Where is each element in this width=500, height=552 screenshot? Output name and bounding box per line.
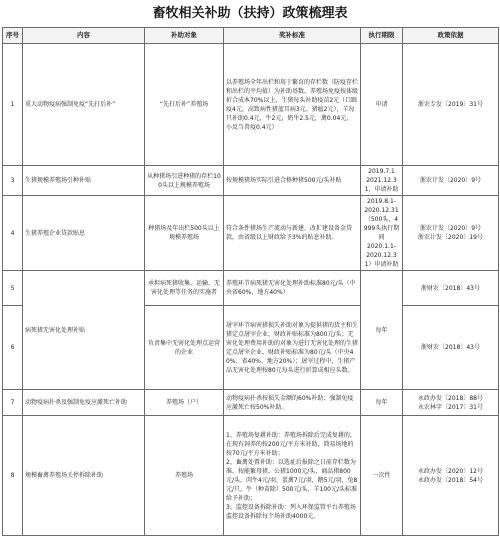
row-target: 负责集中无害化处理点运营的企业 <box>145 306 224 390</box>
row-period: 一次性 <box>361 416 403 536</box>
row-standard: 养殖环节病死猪无害化处理补助标准80元/头（中央省60%、地方40%） <box>224 271 361 306</box>
policy-table <box>2 27 499 536</box>
table-row <box>3 416 499 536</box>
row-no: 6 <box>3 306 23 390</box>
row-target: 养殖场 <box>145 416 224 536</box>
row-basis: 浙财农〔2018〕43号 <box>403 306 499 390</box>
row-period: 2019.8.1- 2020.12.31（500头、4999头执行期间 2020.1.1- 2020.12.31）申请补助 <box>361 196 403 271</box>
row-standard: 动物疫病扑杀按损失金额的60%补助；强制免疫应激死亡按50%补助。 <box>224 390 361 416</box>
header-period: 执行期限 <box>361 28 403 44</box>
row-target: “先打后补”养殖场 <box>145 44 224 166</box>
row-basis: 浙农专发〔2019〕31号 <box>403 44 499 166</box>
row-period: 每年 <box>361 390 403 416</box>
row-content: 重大动物疫病强制免疫“先打后补” <box>23 44 145 166</box>
header-standard: 奖补标准 <box>224 28 361 44</box>
table-header-row <box>3 28 499 44</box>
row-basis: 永政办发〔2020〕12号 永政办发〔2018〕54号 <box>403 416 499 536</box>
row-no: 4 <box>3 196 23 271</box>
row-standard: 符合条件猪场生产流动与新建、改扩建设备金贷款，由省级以上财政给予3%的贴息补助。 <box>224 196 361 271</box>
header-basis: 政策依据 <box>403 28 499 44</box>
row-content: 动物疫病扑杀及强制免疫应激死亡补助 <box>23 390 145 416</box>
row-content: 病死猪无害化处理补贴 <box>23 271 145 390</box>
row-standard: 1、养殖场复耕补助：养殖场拆除后完成复耕的，在现有饲养的按200元/平方米补助，简易场地的按70元/平方米补助； 2、畜禽处置补助：以选址后报除之日前存栏数为准，按能繁母猪、公猪1000元/头，商品猪800元/头，肉牛4元/羽，蛋禽7元/羽，鹅5元/羽，兔8元/只，牛（种苗除）500元/头，羊100元/头标准给予补助； 3、监控设备拆除补助：列入环保监管平台养殖场监控设备拆除每个场补助4000元。 <box>224 416 361 536</box>
header-no: 序号 <box>3 28 23 44</box>
row-period: 申请 <box>361 44 403 166</box>
row-no: 8 <box>3 416 23 536</box>
table-row <box>3 271 499 306</box>
row-basis: 浙农计发〔2020〕9号 <box>403 166 499 196</box>
header-target: 补助对象 <box>145 28 224 44</box>
row-basis: 浙农计发〔2020〕9号 浙农计发〔2020〕19号 <box>403 196 499 271</box>
row-content: 生猪规模养殖场引种补贴 <box>23 166 145 196</box>
row-period: 每年 <box>361 271 403 390</box>
row-basis: 浙财农〔2018〕43号 <box>403 271 499 306</box>
row-target: 承担病死猪收集、运输、无害化处理等任务的实施者 <box>145 271 224 306</box>
header-content: 内容 <box>23 28 145 44</box>
row-no: 1 <box>3 44 23 166</box>
table-row <box>3 44 499 166</box>
row-no: 5 <box>3 271 23 306</box>
row-target: 种猪场及年出栏500头以上规模养殖场 <box>145 196 224 271</box>
row-standard: 屠宰环节病害猪损失补助对象为提供猪的货主和生猪定点屠宰企业，财政补贴标准为800元/头；无害化处理费用补助的对象为进行无害化处理的生猪定点屠宰企业，财政补贴标准为80元/头（中央40%、省40%、地方20%）；屠宰过程中，生猪产品无害化处理按80元每头进行折算成相应头数。 <box>224 306 361 390</box>
table-row <box>3 390 499 416</box>
row-content: 规模畜禽养殖场关停拆除补助 <box>23 416 145 536</box>
row-standard: 按规模猪场实际引进合格种猪500元/头补贴 <box>224 166 361 196</box>
row-standard: 以养殖场全年出栏和用于繁育的存栏数（防疫存栏和出栏的平均值）为补助基数。养殖场免疫按体级折合成本70%以上，生猪每头补助疫苗2元（口蹄疫4元，高致病性猪蓝耳病3元、猪瘟2元），羊每只补助0.4元，牛2元，奶牛2.5元，禽0.04元，小反刍兽疫0.4元） <box>224 44 361 166</box>
table-row <box>3 196 499 271</box>
row-target: 从种猪场引进种猪的存栏100头以上规模养殖场 <box>145 166 224 196</box>
page-title: 畜牧相关补助（扶持）政策梳理表 <box>152 6 348 21</box>
row-content: 生猪养殖企业贷款贴息 <box>23 196 145 271</box>
row-basis: 永政办发〔2018〕88号 永农林字〔2017〕31号 <box>403 390 499 416</box>
row-no: 3 <box>3 166 23 196</box>
row-target: 养殖场（户） <box>145 390 224 416</box>
row-no: 7 <box>3 390 23 416</box>
table-row <box>3 166 499 196</box>
row-period: 2019.7.1 2021.12.31，申请补助 <box>361 166 403 196</box>
